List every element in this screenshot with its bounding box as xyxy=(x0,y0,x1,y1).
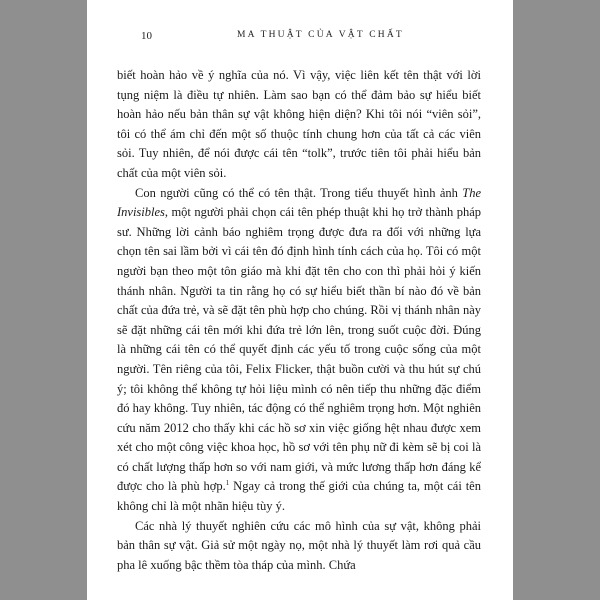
paragraph-2-intro: Con người cũng có thể có tên thật. Trong tiểu thuyết hình ảnh xyxy=(135,185,463,200)
running-title: MA THUẬT CỦA VẬT CHẤT xyxy=(237,30,404,40)
book-page xyxy=(87,0,513,600)
page-header xyxy=(141,30,483,44)
paragraph-2-end: Ngay cả trong thế giới của chúng ta, một cái tên không chỉ là một nhãn hiệu tùy ý. xyxy=(117,479,481,514)
paragraph-1: biết hoàn hảo về ý nghĩa của nó. Vì vậy, việc liên kết tên thật với lời tụng niệm là điều tự nhiên. Làm sao bạn có thể đảm bảo sự hiểu biết hoàn hảo nếu bản thân sự vật không hiện diện? Khi tôi nói “viên sỏi”, tôi có thể ám chỉ đến một số thuộc tính chung hơn của tất cả các viên sỏi. Tuy nhiên, để nói được cái tên “tolk”, trước tiên tôi phải hiểu bản chất của một viên sỏi. xyxy=(117,68,481,180)
paragraph-2-body: , một người phải chọn cái tên phép thuật khi họ trở thành pháp sư. Những lời cảnh báo nghiêm trọng được đưa ra đối với những lựa chọn tên sai lầm bởi vì cái tên đó định hình tính cách của họ. Tôi có một người bạn theo một tôn giáo mà khi đặt tên cho con thì phải hỏi ý kiến thánh nhân. Người ta tin rằng họ có sự hiểu biết thần bí nào đó về bản chất của đứa trẻ, và sẽ đặt tên phù hợp cho chúng. Rồi vị thánh nhân này sẽ đặt những cái tên mới khi đứa trẻ lớn lên, trong suốt cuộc đời. Đúng là những cái tên có thể quyết định các yếu tố trong cuộc sống của một người. Tên riêng của tôi, Felix Flicker, thật buồn cười và thu hút sự chú ý; tôi không thể không tự hỏi liệu mình có nên tiếp thu những đặc điểm đó hay không. Tuy nhiên, tác động có thể nghiêm trọng hơn. Một nghiên cứu năm 2012 cho thấy khi các hồ sơ xin việc giống hệt nhau được xem xét cho một công việc khoa học, hồ sơ với tên phụ nữ đi kèm sẽ bị coi là có chất lượng thấp hơn so với nam giới, và mức lương thấp hơn đáng kể được cho là phù hợp. xyxy=(117,205,481,494)
book-title: The Invisibles xyxy=(117,185,481,220)
body-text xyxy=(117,66,481,575)
paragraph-2 xyxy=(117,184,481,517)
paragraph-3: Các nhà lý thuyết nghiên cứu các mô hình của sự vật, không phải bản thân sự vật. Giả sử một ngày nọ, một nhà lý thuyết làm rơi quả cầu pha lê xuống bậc thềm tòa tháp của mình. Chứa xyxy=(117,518,481,572)
footnote-marker: 1 xyxy=(225,479,230,488)
page-number: 10 xyxy=(141,30,152,42)
